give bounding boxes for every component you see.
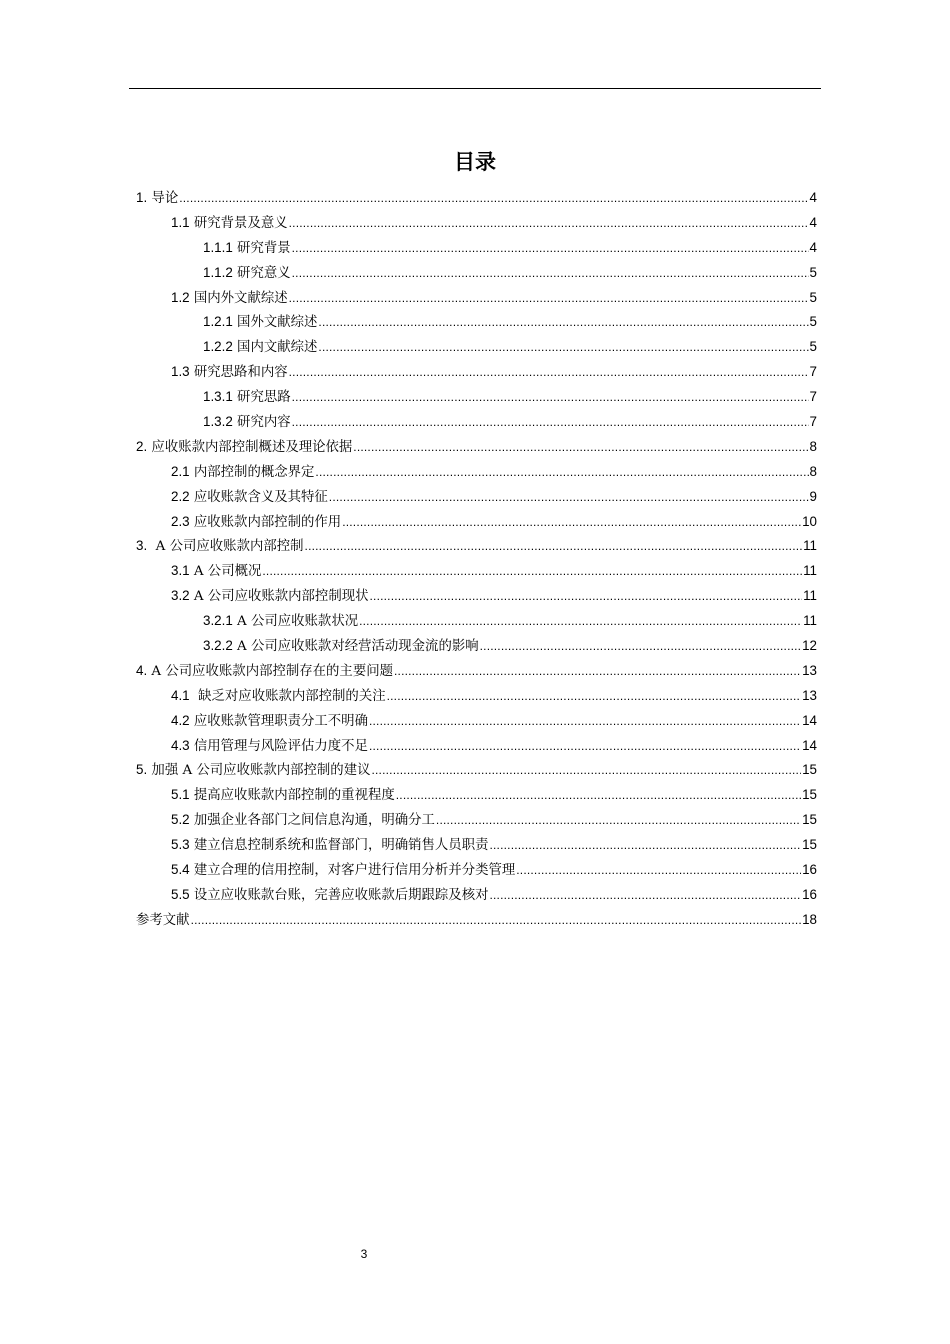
- toc-entry-title: [136, 909, 190, 934]
- toc-entry-label: 国外文献综述: [232, 315, 318, 331]
- toc-entry[interactable]: [136, 684, 817, 709]
- toc-dot-leader: [262, 559, 802, 585]
- toc-entry-title: [171, 709, 368, 735]
- toc-entry-title: [203, 236, 291, 262]
- toc-entry-page: 16: [802, 862, 817, 878]
- toc-entry[interactable]: [136, 360, 817, 385]
- toc-entry-page: 11: [803, 538, 817, 554]
- toc-entry-label: A 公司应收账款对经营活动现金流的影响: [232, 639, 479, 655]
- header-rule: [129, 88, 821, 89]
- toc-entry[interactable]: [136, 883, 817, 908]
- toc-entry-number: 1.3.2: [203, 414, 233, 430]
- toc-entry-title: [203, 634, 479, 660]
- toc-entry-page: 8: [809, 438, 817, 454]
- toc-entry-label: 应收账款管理职责分工不明确: [189, 713, 368, 729]
- toc-entry[interactable]: [136, 310, 817, 335]
- toc-entry-number: 2.: [136, 438, 148, 454]
- toc-entry-label: A 公司应收账款内部控制现状: [189, 589, 369, 605]
- toc-entry-label: A 公司应收账款状况: [232, 614, 359, 630]
- toc-dot-leader: [292, 261, 809, 287]
- toc-entry-page: 18: [802, 911, 817, 927]
- toc-entry[interactable]: [136, 534, 817, 559]
- toc-entry-number: 1.1: [171, 214, 190, 230]
- toc-entry[interactable]: [136, 186, 817, 211]
- toc-entry-page: 16: [802, 886, 817, 902]
- toc-entry-label: 研究思路和内容: [189, 365, 288, 381]
- toc-entry-number: 1.3: [171, 364, 190, 380]
- toc-dot-leader: [289, 286, 809, 312]
- toc-entry-number: 3.2.2: [203, 638, 233, 654]
- toc-entry-title: [171, 584, 369, 610]
- toc-entry[interactable]: [136, 510, 817, 535]
- toc-entry-label: 国内文献综述: [232, 340, 318, 356]
- toc-entry-page: 13: [802, 662, 817, 678]
- toc-entry-number: 1.: [136, 190, 148, 205]
- toc-entry-label: 加强 A 公司应收账款内部控制的建议: [147, 763, 371, 779]
- toc-entry-number: 3.1: [171, 563, 190, 579]
- toc-entry-page: 7: [809, 389, 817, 405]
- toc-entry-page: 4: [809, 214, 817, 230]
- toc-dot-leader: [489, 833, 801, 859]
- toc-entry-label: 应收账款内部控制概述及理论依据: [147, 439, 353, 455]
- toc-entry-page: 12: [802, 638, 817, 654]
- toc-entry-label: A 公司应收账款内部控制存在的主要问题: [147, 663, 393, 679]
- toc-entry-number: 5.3: [171, 837, 190, 853]
- toc-title: 目录: [454, 150, 496, 174]
- toc-entry-label: 导论: [147, 191, 179, 206]
- toc-entry-number: 3.2.1: [203, 613, 233, 629]
- toc-dot-leader: [305, 534, 803, 560]
- toc-entry-page: 14: [802, 737, 817, 753]
- toc-entry-page: 5: [809, 314, 817, 330]
- toc-entry-label: 研究思路: [232, 390, 291, 406]
- toc-dot-leader: [318, 310, 808, 336]
- toc-entry-label: 国内外文献综述: [189, 290, 288, 306]
- toc-entry-number: 4.2: [171, 712, 190, 728]
- toc-entry-label: A 公司概况: [189, 564, 262, 580]
- toc-entry-page: 5: [809, 289, 817, 305]
- toc-entry[interactable]: [136, 634, 817, 659]
- toc-dot-leader: [359, 609, 802, 635]
- toc-entry[interactable]: [136, 709, 817, 734]
- toc-entry[interactable]: [136, 435, 817, 460]
- toc-entry[interactable]: [136, 460, 817, 485]
- toc-entry-label: 提高应收账款内部控制的重视程度: [189, 788, 395, 804]
- toc-entry-label: 研究内容: [232, 415, 291, 431]
- toc-entry[interactable]: [136, 559, 817, 584]
- toc-entry-number: 2.2: [171, 488, 190, 504]
- toc-entry-title: [171, 734, 368, 760]
- toc-entry-page: 11: [803, 613, 817, 629]
- toc-entry-title: [203, 261, 291, 287]
- toc-dot-leader: [191, 908, 802, 934]
- toc-entry[interactable]: [136, 236, 817, 261]
- toc-entry-label: 内部控制的概念界定: [189, 464, 315, 480]
- toc-entry-page: 5: [809, 339, 817, 355]
- toc-entry-label: 研究背景: [232, 240, 291, 256]
- toc-entry-number: 5.2: [171, 812, 190, 828]
- toc-dot-leader: [371, 758, 801, 784]
- toc-entry-page: 15: [802, 762, 817, 778]
- toc-entry[interactable]: [136, 410, 817, 435]
- toc-entry-number: 5.5: [171, 886, 190, 902]
- table-of-contents: [136, 186, 817, 933]
- toc-dot-leader: [369, 709, 801, 735]
- toc-entry-label: 应收账款含义及其特征: [189, 489, 328, 505]
- toc-entry[interactable]: [136, 385, 817, 410]
- toc-entry[interactable]: [136, 758, 817, 783]
- toc-entry-label: 应收账款内部控制的作用: [189, 514, 342, 530]
- toc-entry-page: 7: [809, 364, 817, 380]
- toc-entry-title: [136, 435, 352, 461]
- toc-entry-page: 9: [809, 488, 817, 504]
- toc-entry-page: 15: [802, 787, 817, 803]
- toc-entry[interactable]: [136, 286, 817, 311]
- toc-entry-number: 2.1: [171, 463, 190, 479]
- toc-entry-title: [136, 534, 304, 560]
- toc-entry-title: [171, 883, 488, 909]
- toc-entry[interactable]: [136, 335, 817, 360]
- toc-entry-label: 建立信息控制系统和监督部门，明确销售人员职责: [189, 838, 489, 854]
- page-number: 3: [360, 1247, 368, 1261]
- toc-entry[interactable]: [136, 908, 817, 933]
- toc-entry-number: 4.3: [171, 737, 190, 753]
- toc-entry-title: [171, 360, 288, 386]
- toc-dot-leader: [179, 186, 808, 212]
- toc-dot-leader: [489, 883, 801, 909]
- toc-entry-label: 信用管理与风险评估力度不足: [189, 738, 368, 754]
- toc-dot-leader: [292, 410, 809, 436]
- toc-entry-number: 1.2.2: [203, 339, 233, 355]
- toc-entry-label: A 公司应收账款内部控制: [147, 539, 304, 555]
- toc-entry[interactable]: [136, 783, 817, 808]
- toc-entry-page: 13: [802, 687, 817, 703]
- toc-entry-title: [203, 410, 291, 436]
- toc-entry-title: [171, 211, 288, 237]
- toc-entry-label: 设立应收账款台账，完善应收账款后期跟踪及核对: [189, 887, 489, 903]
- toc-entry-number: 3.2: [171, 588, 190, 604]
- toc-entry-title: [171, 858, 515, 884]
- toc-entry-label: 研究意义: [232, 265, 291, 281]
- toc-entry-page: 11: [803, 588, 817, 604]
- toc-dot-leader: [516, 858, 801, 884]
- toc-dot-leader: [353, 435, 808, 461]
- toc-dot-leader: [292, 385, 809, 411]
- toc-entry-number: 3.: [136, 538, 148, 554]
- toc-entry-title: [171, 510, 341, 536]
- toc-dot-leader: [318, 335, 808, 361]
- toc-dot-leader: [329, 485, 809, 511]
- toc-entry-number: 5.4: [171, 862, 190, 878]
- toc-entry-page: 7: [809, 414, 817, 430]
- toc-entry-page: 4: [809, 190, 817, 205]
- toc-entry-title: [171, 684, 386, 710]
- toc-entry-number: 5.: [136, 762, 148, 778]
- toc-dot-leader: [289, 360, 809, 386]
- toc-entry-page: 8: [809, 463, 817, 479]
- toc-entry-title: [171, 460, 314, 486]
- toc-dot-leader: [369, 734, 801, 760]
- toc-entry-number: 5.1: [171, 787, 190, 803]
- toc-entry-label: 建立合理的信用控制，对客户进行信用分析并分类管理: [189, 863, 516, 879]
- toc-entry-number: 1.1.2: [203, 264, 233, 280]
- toc-entry-title: [171, 286, 288, 312]
- toc-entry-title: [136, 659, 393, 685]
- toc-entry-number: 1.2.1: [203, 314, 233, 330]
- toc-dot-leader: [396, 783, 801, 809]
- toc-entry-page: 11: [803, 563, 817, 579]
- toc-entry[interactable]: [136, 584, 817, 609]
- toc-entry-title: [136, 186, 178, 212]
- toc-dot-leader: [315, 460, 808, 486]
- toc-entry-title: [171, 808, 435, 834]
- toc-dot-leader: [394, 659, 801, 685]
- toc-entry-title: [171, 783, 395, 809]
- toc-entry[interactable]: [136, 734, 817, 759]
- toc-entry[interactable]: [136, 659, 817, 684]
- toc-entry[interactable]: [136, 833, 817, 858]
- toc-entry-title: [171, 485, 328, 511]
- toc-entry-page: 15: [802, 837, 817, 853]
- toc-dot-leader: [289, 211, 809, 237]
- toc-entry-number: 1.3.1: [203, 389, 233, 405]
- toc-entry-number: 2.3: [171, 513, 190, 529]
- toc-entry-title: [203, 385, 291, 411]
- toc-entry-title: [136, 758, 370, 784]
- toc-entry-title: [203, 310, 317, 336]
- toc-entry[interactable]: [136, 858, 817, 883]
- toc-entry-page: 15: [802, 812, 817, 828]
- toc-entry-number: 4.1: [171, 687, 190, 703]
- toc-entry[interactable]: [136, 609, 817, 634]
- toc-dot-leader: [342, 510, 801, 536]
- toc-dot-leader: [480, 634, 801, 660]
- toc-entry-number: 1.2: [171, 289, 190, 305]
- toc-dot-leader: [292, 236, 809, 262]
- toc-entry-page: 14: [802, 712, 817, 728]
- toc-entry-title: [203, 335, 317, 361]
- toc-entry-label: 参考文献: [136, 912, 190, 928]
- toc-entry-title: [171, 833, 488, 859]
- toc-entry-title: [171, 559, 261, 585]
- toc-entry[interactable]: [136, 261, 817, 286]
- toc-entry[interactable]: [136, 211, 817, 236]
- toc-entry[interactable]: [136, 808, 817, 833]
- toc-dot-leader: [370, 584, 803, 610]
- toc-entry[interactable]: [136, 485, 817, 510]
- toc-entry-number: 4.: [136, 662, 148, 678]
- toc-entry-page: 10: [802, 513, 817, 529]
- toc-dot-leader: [436, 808, 801, 834]
- toc-entry-label: 缺乏对应收账款内部控制的关注: [189, 688, 386, 704]
- toc-entry-number: 1.1.1: [203, 239, 233, 255]
- toc-entry-label: 研究背景及意义: [189, 215, 288, 231]
- toc-dot-leader: [387, 684, 801, 710]
- toc-entry-page: 4: [809, 239, 817, 255]
- toc-entry-title: [203, 609, 358, 635]
- toc-entry-label: 加强企业各部门之间信息沟通，明确分工: [189, 813, 435, 829]
- toc-entry-page: 5: [809, 264, 817, 280]
